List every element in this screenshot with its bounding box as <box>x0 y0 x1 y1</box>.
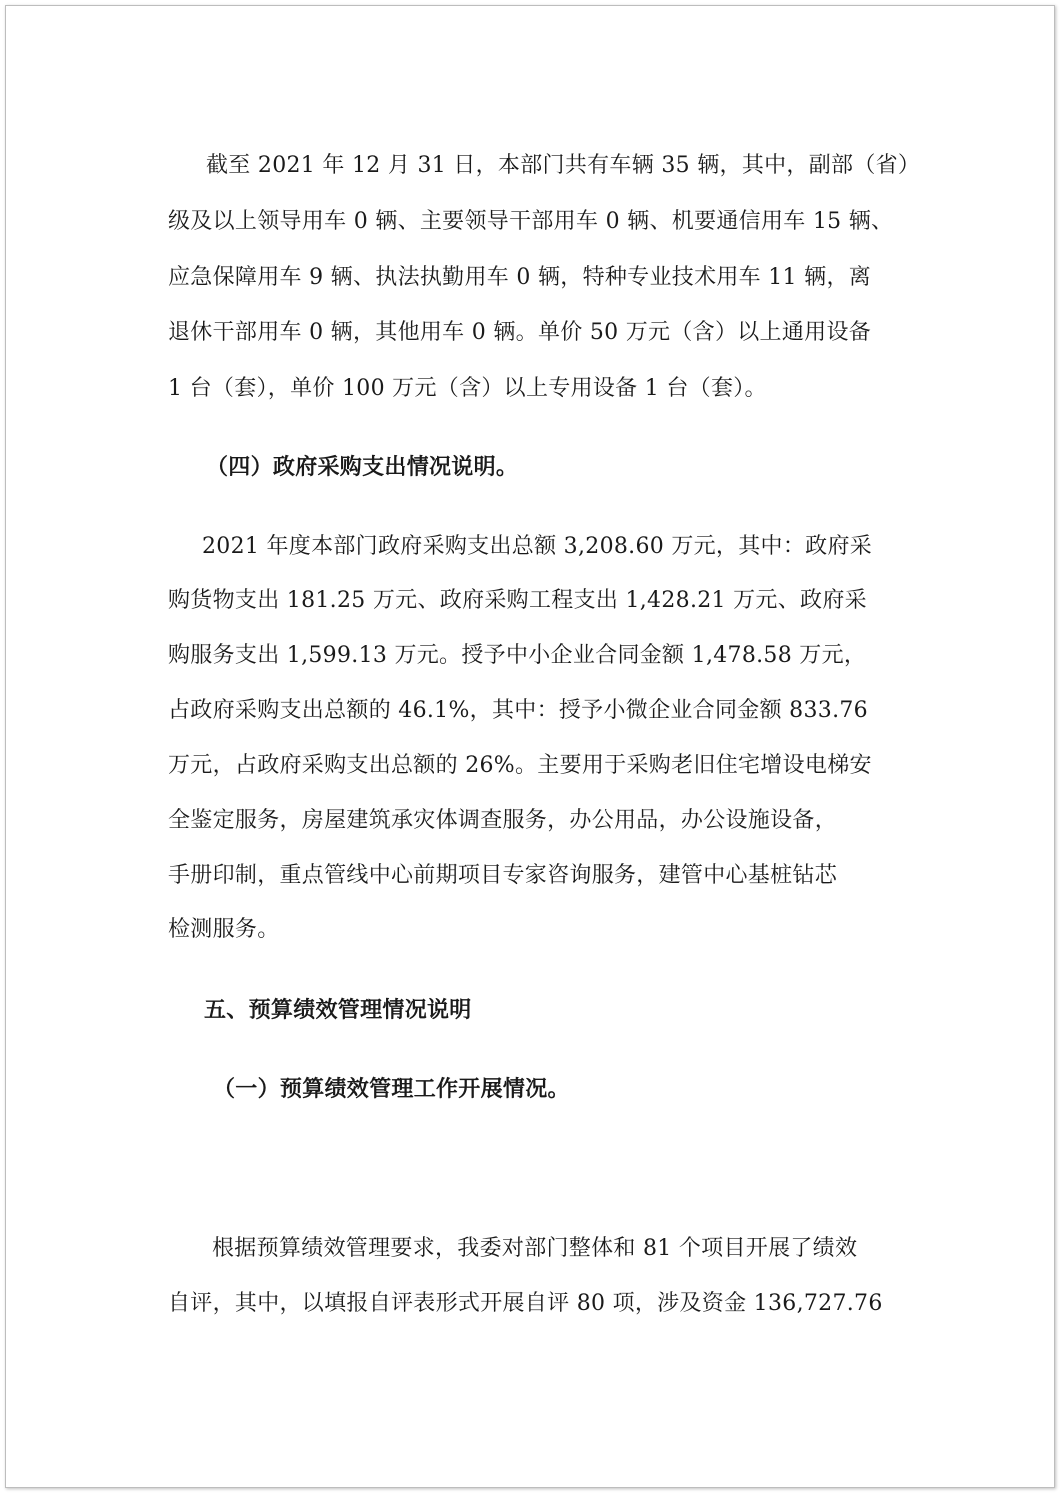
procurement-paragraph-line: 手册印制，重点管线中心前期项目专家咨询服务，建管中心基桩钻芯 <box>168 863 838 888</box>
procurement-heading: （四）政府采购支出情况说明。 <box>206 454 519 480</box>
performance-paragraph-line: 根据预算绩效管理要求，我委对部门整体和 81 个项目开展了绩效 <box>212 1236 858 1261</box>
vehicles-paragraph-line: 级及以上领导用车 0 辆、主要领导干部用车 0 辆、机要通信用车 15 辆、 <box>168 209 894 234</box>
performance-heading: （一）预算绩效管理工作开展情况。 <box>213 1076 570 1102</box>
procurement-paragraph-line: 检测服务。 <box>168 917 280 942</box>
vehicles-paragraph-line: 应急保障用车 9 辆、执法执勤用车 0 辆，特种专业技术用车 11 辆，离 <box>168 265 872 290</box>
section5-heading: 五、预算绩效管理情况说明 <box>204 997 472 1023</box>
vehicles-paragraph-line: 退休干部用车 0 辆，其他用车 0 辆。单价 50 万元（含）以上通用设备 <box>168 320 872 345</box>
vehicles-paragraph-line: 1 台（套），单价 100 万元（含）以上专用设备 1 台（套）。 <box>168 376 767 401</box>
procurement-paragraph-line: 全鉴定服务，房屋建筑承灾体调查服务，办公用品，办公设施设备， <box>168 808 838 833</box>
procurement-paragraph-line: 占政府采购支出总额的 46.1%，其中：授予小微企业合同金额 833.76 <box>168 698 868 723</box>
procurement-paragraph-line: 万元，占政府采购支出总额的 26%。主要用于采购老旧住宅增设电梯安 <box>168 753 872 778</box>
performance-paragraph-line: 自评，其中，以填报自评表形式开展自评 80 项，涉及资金 136,727.76 <box>168 1291 883 1316</box>
procurement-paragraph-line: 购服务支出 1,599.13 万元。授予中小企业合同金额 1,478.58 万元， <box>168 643 867 668</box>
document-page <box>5 5 1055 1488</box>
vehicles-paragraph-line: 截至 2021 年 12 月 31 日，本部门共有车辆 35 辆，其中，副部（省） <box>206 153 921 178</box>
procurement-paragraph-line: 购货物支出 181.25 万元、政府采购工程支出 1,428.21 万元、政府采 <box>168 588 867 613</box>
procurement-paragraph-line: 2021 年度本部门政府采购支出总额 3,208.60 万元，其中：政府采 <box>202 534 873 559</box>
